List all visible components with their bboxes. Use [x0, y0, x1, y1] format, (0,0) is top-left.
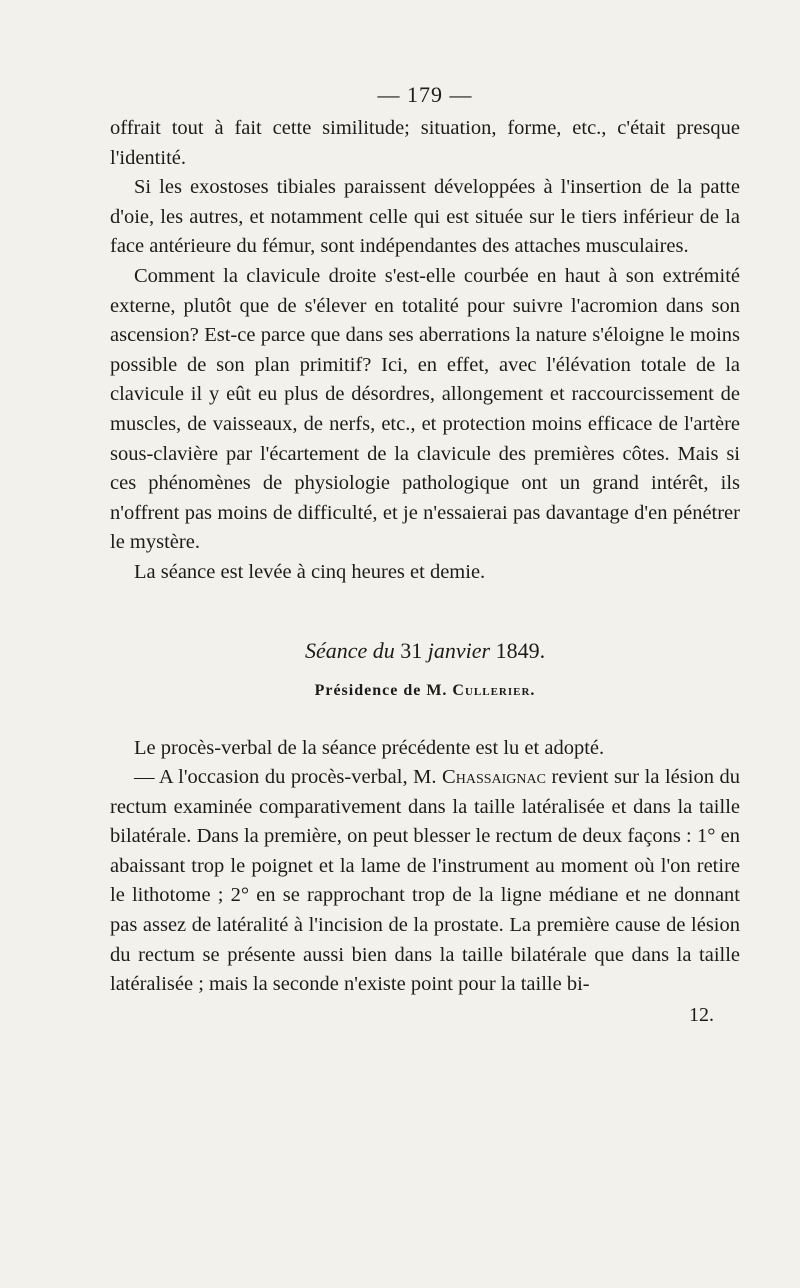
text-run: revient sur la lésion du rectum examinée comparativement dans la taille latéralisée et dans la taille bilatérale. Dans la première, on peut blesser le rectum de deux façons : 1° en abaissant trop le poignet et la lame de l'instrument au moment où l'on retire le lithotome ; 2° en se rapprochant trop de la ligne médiane et ne donnant pas assez de latéralité à l'incision de la prostate. La première cause de lésion du rectum se présente aussi bien dans la taille bilatérale que dans la taille latéralisée ; mais la seconde n'existe point pour la taille bi- [110, 766, 740, 996]
speaker-name: Chassaignac [442, 766, 546, 789]
bottom-text-block [110, 734, 740, 1000]
session-day: 31 [400, 637, 423, 663]
session-year: 1849. [495, 637, 546, 663]
top-text-block [110, 114, 740, 588]
session-month: janvier [422, 637, 496, 663]
session-prefix: Séance du [304, 637, 401, 663]
session-heading [110, 638, 740, 664]
paragraph: La séance est levée à cinq heures et demie. [134, 560, 486, 583]
page-number: — 179 — [377, 82, 473, 107]
presidence-prefix: Présidence de M. [314, 681, 453, 699]
paragraph: Si les exostoses tibiales paraissent développées à l'insertion de la patte d'oie, les autres, et notamment celle qui est située sur le tiers inférieur de la face antérieure du fémur, sont indépendantes des attaches musculaires. [110, 176, 740, 258]
paragraph: Le procès-verbal de la séance précédente est lu et adopté. [134, 736, 605, 759]
paragraph: offrait tout à fait cette similitude; situation, forme, etc., c'était presque l'identité. [110, 117, 740, 169]
president-name: Cullerier. [452, 681, 536, 699]
presidence-line [110, 682, 740, 700]
paragraph-chassaignac [110, 763, 740, 1000]
paragraph: Comment la clavicule droite s'est-elle courbée en haut à son extrémité externe, plutôt que de s'élever en totalité pour suivre l'acromion dans son ascension? Est-ce parce que dans ses aberrations la nature s'éloigne le moins possible de son plan primitif? Ici, en effet, avec l'élévation totale de la clavicule il y eût eu plus de désordres, allongement et raccourcissement de muscles, de vaisseaux, de nerfs, etc., et protection moins efficace de l'artère sous-clavière par l'écartement de la clavicule des premières côtes. Mais si ces phénomènes de physiologie pathologique ont un grand intérêt, ils n'offrent pas moins de difficulté, et je n'essaierai pas davantage d'en pénétrer le mystère. [110, 264, 740, 554]
text-run: — A l'occasion du procès-verbal, M. [134, 766, 443, 789]
signature-mark: 12. [689, 1003, 714, 1026]
